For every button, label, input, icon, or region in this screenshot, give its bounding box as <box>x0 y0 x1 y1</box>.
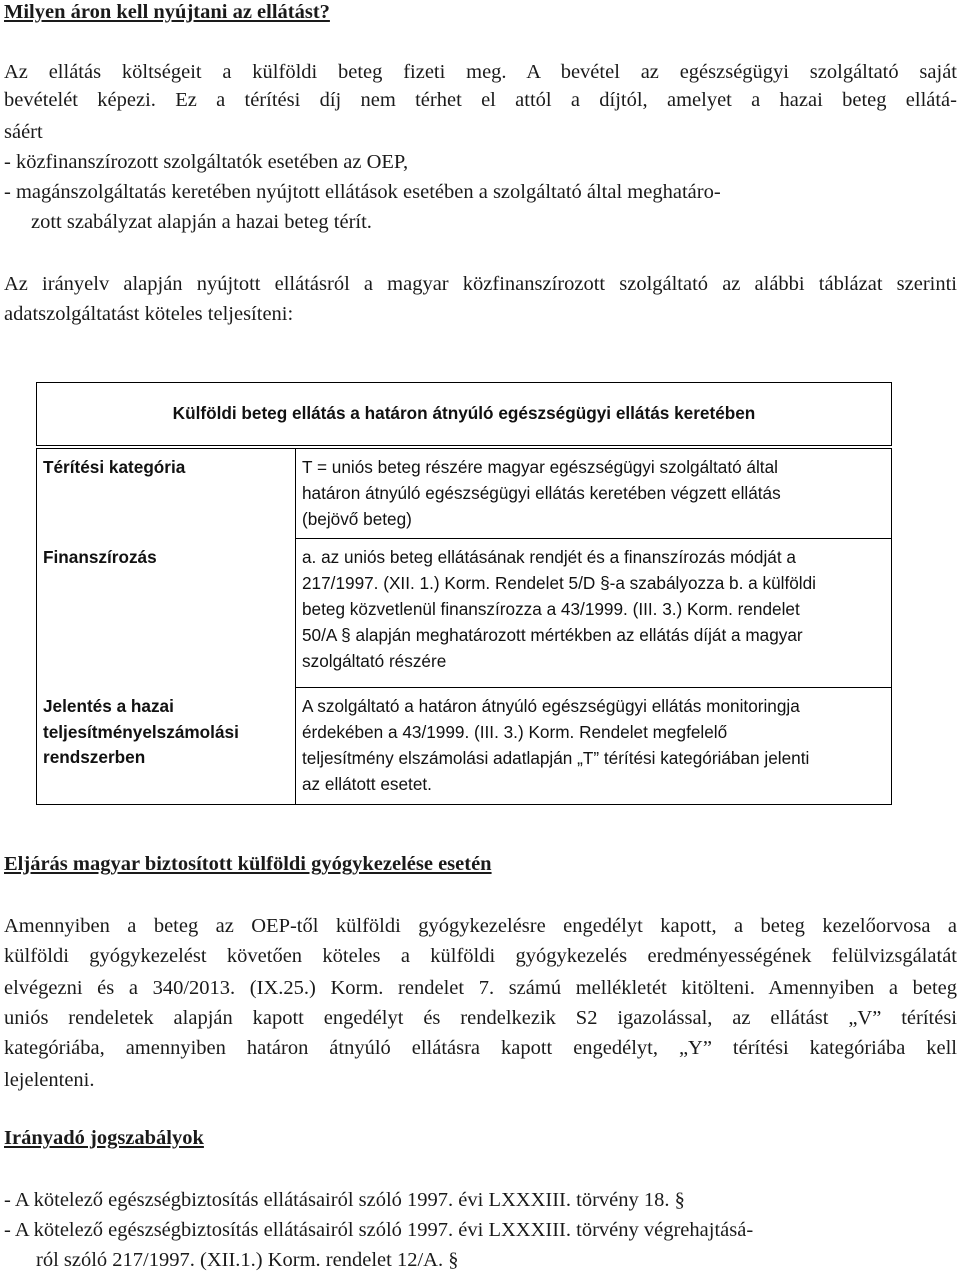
table-row <box>37 449 892 539</box>
paragraph-line: elvégezni és a 340/2013. (IX.25.) Korm. rendelet 7. számú mellékletét kitölteni. Amennyiben a beteg <box>4 977 957 999</box>
paragraph-line: Amennyiben a beteg az OEP-től külföldi gyógykezelésre engedélyt kapott, a beteg kezelőorvosa a <box>4 915 957 937</box>
paragraph-line: bevételét képezi. Ez a térítési díj nem térhet el attól a díjtól, amelyet a hazai beteg ellátá- <box>4 89 957 111</box>
paragraph-line: Az irányelv alapján nyújtott ellátásról a magyar közfinanszírozott szolgáltató az alábbi táblázat szerinti <box>4 273 957 295</box>
legislation-continuation: ról szóló 217/1997. (XII.1.) Korm. rendelet 12/A. § <box>36 1249 459 1271</box>
foreign-patient-table <box>36 382 892 805</box>
paragraph-line: Az ellátás költségeit a külföldi beteg fizeti meg. A bevétel az egészségügyi szolgáltató saját <box>4 61 957 83</box>
paragraph-line: uniós rendeletek alapján kapott engedélyt és rendelkezik S2 igazolással, az ellátást „V” térítési <box>4 1007 957 1029</box>
section-title-procedure: Eljárás magyar biztosított külföldi gyógykezelése esetén <box>4 853 492 875</box>
table-row <box>37 688 892 804</box>
paragraph-line: lejelenteni. <box>4 1069 95 1091</box>
row-value: a. az uniós beteg ellátásának rendjét és a finanszírozás módját a 217/1997. (XII. 1.) Korm. Rendelet 5/D §-a szabályozza b. a külföldi beteg közvetlenül finanszírozza a 43/1999. (III. 3.) Korm. rendelet 50/A § alapján meghatározott mértékben az ellátás díját a magyar szolgáltató részére <box>296 539 892 688</box>
row-value: A szolgáltató a határon átnyúló egészségügyi ellátás monitoringja érdekében a 43/1999. (III. 3.) Korm. Rendelet megfelelő teljesítmény elszámolási adatlapján „T” térítési kategóriában jelenti az ellátott esetet. <box>296 688 892 804</box>
paragraph-line: kategóriába, amennyiben határon átnyúló ellátásra kapott engedélyt, „Y” térítési kategóriába kell <box>4 1037 957 1059</box>
paragraph-line: külföldi gyógykezelést követően köteles a külföldi gyógykezelés eredményességének felülvizsgálatát <box>4 945 957 967</box>
row-value: T = uniós beteg részére magyar egészségügyi szolgáltató által határon átnyúló egészségügyi ellátás keretében végzett ellátás (bejövő beteg) <box>296 449 892 539</box>
section-title-legislation: Irányadó jogszabályok <box>4 1127 204 1149</box>
paragraph-line: adatszolgáltatást köteles teljesíteni: <box>4 303 294 325</box>
bullet-item: - magánszolgáltatás keretében nyújtott ellátások esetében a szolgáltató által meghatáro- <box>4 181 721 203</box>
row-label: Finanszírozás <box>37 539 296 688</box>
row-label: Térítési kategória <box>37 449 296 539</box>
legislation-item: - A kötelező egészségbiztosítás ellátásairól szóló 1997. évi LXXXIII. törvény 18. § <box>4 1189 685 1211</box>
section-title-price: Milyen áron kell nyújtani az ellátást? <box>4 1 330 23</box>
bullet-item: - közfinanszírozott szolgáltatók esetében az OEP, <box>4 151 409 173</box>
table-row <box>37 539 892 688</box>
table-caption: Külföldi beteg ellátás a határon átnyúló egészségügyi ellátás keretében <box>37 383 892 446</box>
legislation-item: - A kötelező egészségbiztosítás ellátásairól szóló 1997. évi LXXXIII. törvény végrehajtásá- <box>4 1219 754 1241</box>
paragraph-line: sáért <box>4 121 43 143</box>
bullet-continuation: zott szabályzat alapján a hazai beteg térít. <box>31 211 372 233</box>
row-label: Jelentés a hazai teljesítményelszámolási rendszerben <box>37 688 296 804</box>
